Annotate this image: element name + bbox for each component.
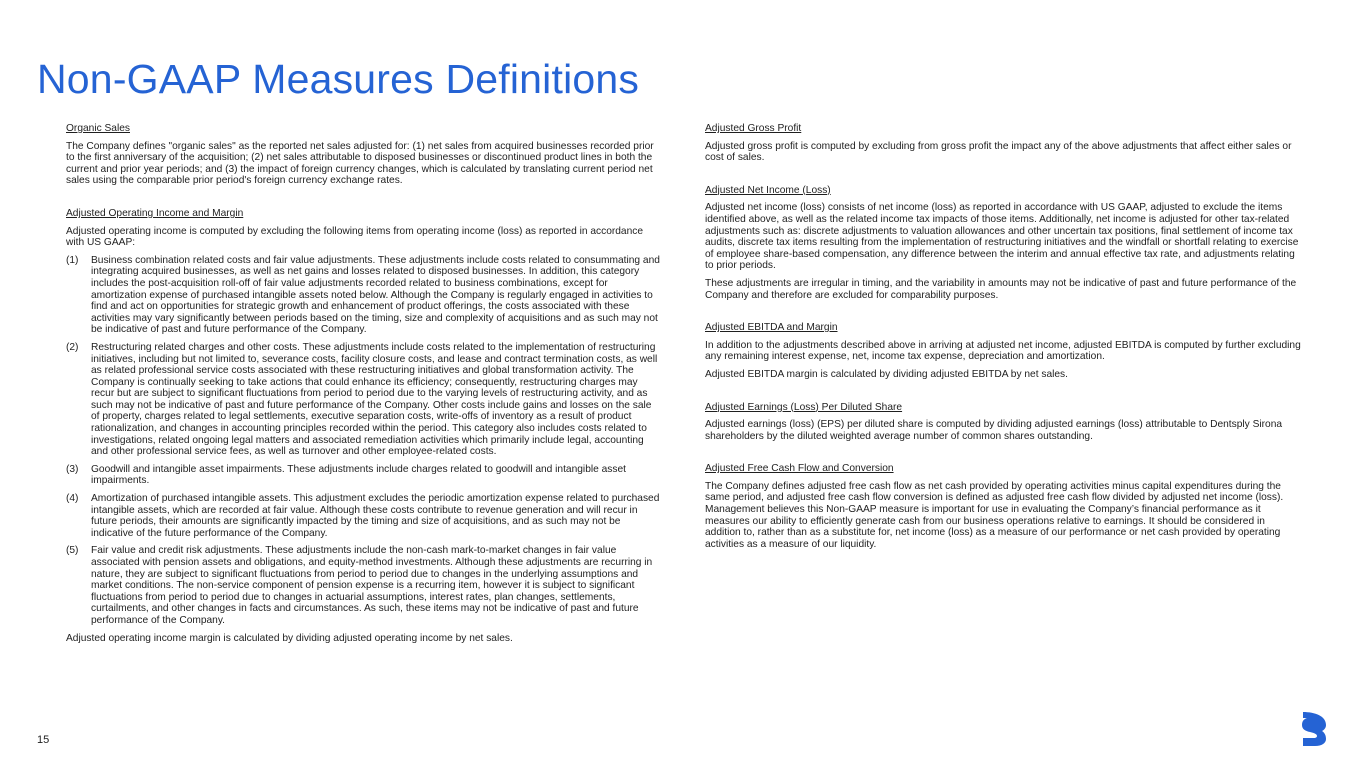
section-heading: Adjusted Free Cash Flow and Conversion <box>705 463 894 475</box>
item-text: Restructuring related charges and other costs. These adjustments include costs related to the implementation of restructuring initiatives, including but not limited to, severance costs, facility closure costs, and lease and contract termination costs, as well as related professional service costs associated with these restructuring initiatives and global transformation activity. The Company is continually seeking to take actions that could enhance its efficiency; consequently, restructuring charges may recur but are subject to significant fluctuations from period to period due to the varying levels of restructuring activity, and as such may not be indicative of past and future performance of the Company. Other costs include gains and losses on the sale of property, charges related to legal settlements, executive separation costs, write-offs of inventory as a result of product rationalization, and changes in accounting principles recorded within the period. This category also includes costs related to investigations, related ongoing legal matters and associated remediation activities which primarily include legal, accounting and other professional service fees, as well as turnover and other employee-related costs. <box>91 341 658 458</box>
section-adjusted-net-income <box>705 185 1301 301</box>
section-body: Adjusted EBITDA margin is calculated by dividing adjusted EBITDA by net sales. <box>705 368 1068 380</box>
section-adjusted-operating-income <box>66 208 660 644</box>
item-number: (1) <box>66 254 79 266</box>
section-body: In addition to the adjustments described above in arriving at adjusted net income, adjusted EBITDA is computed by further excluding any remaining interest expense, net, income tax expense, depreciation and amortization. <box>705 339 1301 363</box>
list-item <box>66 342 660 458</box>
section-body: These adjustments are irregular in timing, and the variability in amounts may not be indicative of past and future performance of the Company and therefore are excluded for comparability purposes. <box>705 277 1297 301</box>
section-body: The Company defines adjusted free cash flow as net cash provided by operating activities minus capital expenditures during the same period, and adjusted free cash flow conversion is defined as adjusted free cash flow divided by adjusted net income (loss). Management believes this Non-GAAP measure is important for use in evaluating the Company’s financial performance as it measures our ability to efficiently generate cash from our business operations relative to earnings. It should be considered in addition to, rather than as a substitute for, net income (loss) as a measure of our performance or net cash provided by operating activities as a measure of our liquidity. <box>705 480 1284 550</box>
section-body: Adjusted gross profit is computed by excluding from gross profit the impact any of the above adjustments that affect either sales or cost of sales. <box>705 140 1292 164</box>
page-number: 15 <box>37 734 50 746</box>
section-adjusted-gross-profit <box>705 123 1301 164</box>
adjustment-list <box>66 255 660 627</box>
right-column <box>705 123 1301 571</box>
list-item <box>66 255 660 336</box>
section-body: Adjusted net income (loss) consists of net income (loss) as reported in accordance with US GAAP, adjusted to exclude the items identified above, as well as the related income tax impacts of those items. Additionally, net income is adjusted for other tax-related adjustments such as: discrete adjustments to valuation allowances and other uncertain tax positions, final settlement of income tax audits, discrete tax items resulting from the implementation of restructuring initiatives and the windfall or shortfall relating to exercise of employee share-based compensation, any difference between the interim and annual effective tax rate, and adjustments relating to prior periods. <box>705 202 1299 272</box>
section-heading: Adjusted EBITDA and Margin <box>705 322 838 334</box>
section-body: The Company defines "organic sales" as the reported net sales adjusted for: (1) net sales from acquired businesses recorded prior to the first anniversary of the acquisition; (2) net sales attributable to disposed businesses or discontinued product lines in both the current and prior year periods; and (3) the impact of foreign currency changes, which is calculated by translating current period net sales using the comparable prior period's foreign currency exchange rates. <box>66 140 654 187</box>
item-text: Business combination related costs and fair value adjustments. These adjustments include costs related to consummating and integrating acquired businesses, as well as net gains and losses related to disposed businesses. In addition, this category includes the post-acquisition roll-off of fair value adjustments recorded related to business combinations, except for amortization expense of purchased intangible assets noted below. Although the Company is regularly engaged in activities to find and act on opportunities for strategic growth and enhancement of product offerings, the costs associated with these activities may vary significantly between periods based on the timing, size and complexity of acquisitions and as such may not be indicative of past and future performance of the Company. <box>91 254 660 336</box>
item-number: (3) <box>66 463 79 475</box>
dentsply-sirona-s-logo-icon <box>1301 712 1327 746</box>
list-item <box>66 545 660 626</box>
section-heading: Adjusted Operating Income and Margin <box>66 207 244 219</box>
section-adjusted-free-cash-flow <box>705 463 1301 550</box>
item-number: (4) <box>66 493 79 505</box>
section-heading: Adjusted Earnings (Loss) Per Diluted Share <box>705 401 903 413</box>
section-heading: Adjusted Net Income (Loss) <box>705 184 831 196</box>
item-number: (2) <box>66 341 79 353</box>
list-item <box>66 493 660 539</box>
section-adjusted-ebitda <box>705 322 1301 380</box>
item-text: Fair value and credit risk adjustments. These adjustments include the non-cash mark-to-market changes in fair value associated with pension assets and obligations, and equity-method investments. Although these adjustments are recurring in nature, they are subject to significant fluctuations from period to period due to changes in the underlying assumptions and market conditions. The non-service component of pension expense is a recurring item, however it is subject to significant fluctuations from period to period due to changes in actuarial assumptions, interest rates, plan changes, settlements, curtailments, and other changes in facts and circumstances. As such, these items may not be indicative of past and future performance of the Company. <box>91 545 653 626</box>
section-intro: Adjusted operating income is computed by excluding the following items from operating income (loss) as reported in accordance with US GAAP: <box>66 225 644 249</box>
section-organic-sales <box>66 123 660 187</box>
list-item <box>66 464 660 487</box>
page-title: Non-GAAP Measures Definitions <box>37 56 640 102</box>
section-body: Adjusted earnings (loss) (EPS) per diluted share is computed by dividing adjusted earnings (loss) attributable to Dentsply Sirona shareholders by the diluted weighted average number of common shares outstanding. <box>705 419 1283 442</box>
left-column <box>66 123 660 665</box>
item-text: Goodwill and intangible asset impairments. These adjustments include charges related to goodwill and intangible asset impairments. <box>91 463 626 487</box>
section-heading: Adjusted Gross Profit <box>705 123 802 134</box>
section-adjusted-eps <box>705 402 1301 443</box>
item-number: (5) <box>66 545 79 557</box>
section-footer: Adjusted operating income margin is calculated by dividing adjusted operating income by net sales. <box>66 632 513 644</box>
section-heading: Organic Sales <box>66 123 130 134</box>
item-text: Amortization of purchased intangible assets. This adjustment excludes the periodic amortization expense related to purchased intangible assets, which are recorded at fair value. Although these costs contribute to revenue generation and will recur in future periods, their amounts are significantly impacted by the timing and size of acquisitions, and as such may not be indicative of the future performance of the Company. <box>91 493 660 539</box>
